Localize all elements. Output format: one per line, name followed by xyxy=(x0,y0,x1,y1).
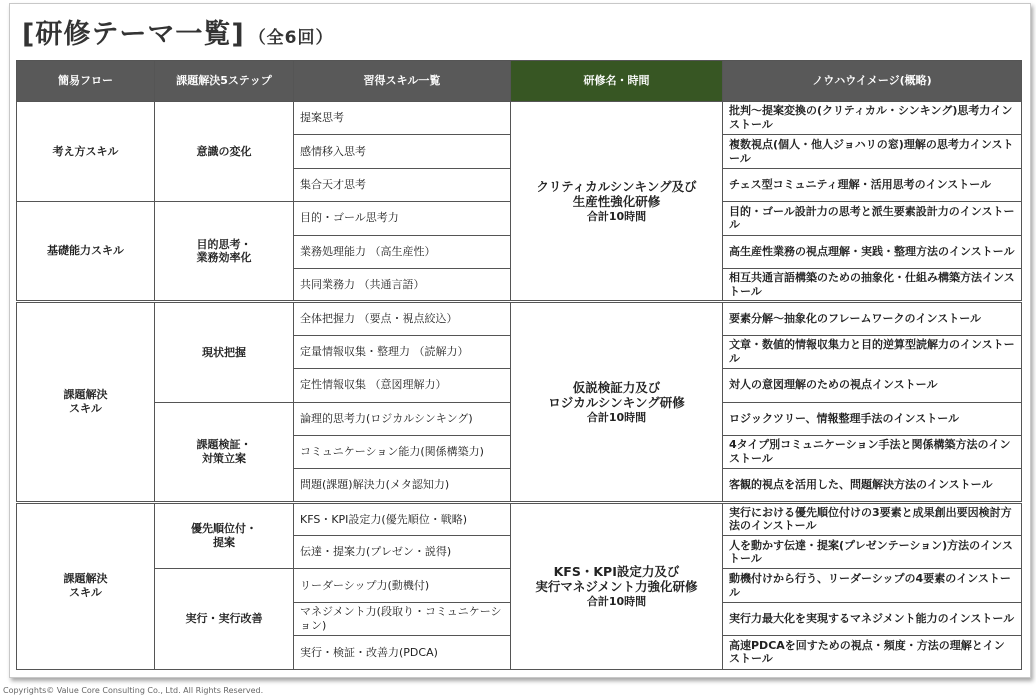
step-cell: 課題検証・ 対策立案 xyxy=(155,402,294,502)
knowhow-cell: 批判～提案変換の(クリティカル・シンキング)思考力インストール xyxy=(723,102,1022,135)
skill-cell: コミュニケーション能力(関係構築力) xyxy=(294,435,511,468)
step-cell: 目的思考・ 業務効率化 xyxy=(155,202,294,302)
step-cell: 現状把握 xyxy=(155,302,294,402)
knowhow-cell: 要素分解～抽象化のフレームワークのインストール xyxy=(723,302,1022,335)
knowhow-cell: 高生産性業務の視点理解・実践・整理方法のインストール xyxy=(723,235,1022,268)
flow-cell: 課題解決 スキル xyxy=(17,302,155,502)
training-hours: 合計10時間 xyxy=(586,209,647,223)
skill-cell: 感情移入思考 xyxy=(294,135,511,168)
knowhow-cell: チェス型コミュニティ理解・活用思考のインストール xyxy=(723,168,1022,201)
skill-cell: 提案思考 xyxy=(294,102,511,135)
training-cell xyxy=(511,502,723,669)
training-name: KFS・KPI設定力及び 実行マネジメント力強化研修 xyxy=(535,563,698,595)
title-sub: （全6回） xyxy=(248,28,334,48)
step-cell: 優先順位付・ 提案 xyxy=(155,502,294,569)
knowhow-cell: 人を動かす伝達・提案(プレゼンテーション)方法のインストール xyxy=(723,536,1022,569)
knowhow-cell: ロジックツリー、情報整理手法のインストール xyxy=(723,402,1022,435)
header-steps: 課題解決5ステップ xyxy=(155,61,294,102)
knowhow-cell: 動機付けから行う、リーダーシップの4要素のインストール xyxy=(723,569,1022,602)
skill-cell: リーダーシップ力(動機付) xyxy=(294,569,511,602)
header-flow: 簡易フロー xyxy=(17,61,155,102)
flow-cell: 考え方スキル xyxy=(17,102,155,202)
skill-cell: 共同業務力 （共通言語） xyxy=(294,268,511,301)
skill-cell: 目的・ゴール思考力 xyxy=(294,202,511,235)
training-name: クリティカルシンキング及び 生産性強化研修 xyxy=(536,178,697,210)
flow-cell: 課題解決 スキル xyxy=(17,502,155,669)
header-skills: 習得スキル一覧 xyxy=(294,61,511,102)
skill-cell: 全体把握力 （要点・視点絞込） xyxy=(294,302,511,335)
table-row xyxy=(17,302,1022,335)
table-header-row xyxy=(17,61,1022,102)
step-cell: 意識の変化 xyxy=(155,102,294,202)
flow-cell: 基礎能力スキル xyxy=(17,202,155,302)
skill-cell: マネジメント力(段取り・コミュニケーション) xyxy=(294,602,511,635)
knowhow-cell: 実行力最大化を実現するマネジメント能力のインストール xyxy=(723,602,1022,635)
training-cell xyxy=(511,302,723,502)
skill-cell: 定量情報収集・整理力 （読解力） xyxy=(294,335,511,368)
copyright-footer: Copyrights© Value Core Consulting Co., Ltd. All Rights Reserved. xyxy=(3,686,264,695)
page-title xyxy=(22,12,334,51)
skill-cell: 伝達・提案力(プレゼン・説得) xyxy=(294,536,511,569)
knowhow-cell: 実行における優先順位付けの3要素と成果創出要因検討方法のインストール xyxy=(723,502,1022,535)
slide xyxy=(9,3,1031,678)
table-row xyxy=(17,502,1022,535)
header-knowhow: ノウハウイメージ(概略) xyxy=(723,61,1022,102)
skill-cell: 業務処理能力 （高生産性） xyxy=(294,235,511,268)
knowhow-cell: 文章・数値的情報収集力と目的逆算型読解力のインストール xyxy=(723,335,1022,368)
skill-cell: 問題(課題)解決力(メタ認知力) xyxy=(294,469,511,502)
knowhow-cell: 複数視点(個人・他人ジョハリの窓)理解の思考力インストール xyxy=(723,135,1022,168)
knowhow-cell: 客観的視点を活用した、問題解決方法のインストール xyxy=(723,469,1022,502)
skill-cell: 論理的思考力(ロジカルシンキング) xyxy=(294,402,511,435)
training-name: 仮説検証力及び ロジカルシンキング研修 xyxy=(548,379,685,411)
knowhow-cell: 4タイプ別コミュニケーション手法と関係構築方法のインストール xyxy=(723,435,1022,468)
knowhow-cell: 高速PDCAを回すための視点・頻度・方法の理解とインストール xyxy=(723,636,1022,669)
step-cell: 実行・実行改善 xyxy=(155,569,294,669)
table-row xyxy=(17,102,1022,135)
training-hours: 合計10時間 xyxy=(586,594,647,608)
title-main: [研修テーマ一覧] xyxy=(22,19,245,50)
training-theme-table xyxy=(16,60,1022,670)
skill-cell: 定性情報収集 （意図理解力） xyxy=(294,369,511,402)
training-hours: 合計10時間 xyxy=(586,410,647,424)
skill-cell: 実行・検証・改善力(PDCA) xyxy=(294,636,511,669)
knowhow-cell: 対人の意図理解のための視点インストール xyxy=(723,369,1022,402)
skill-cell: 集合天才思考 xyxy=(294,168,511,201)
knowhow-cell: 相互共通言語構築のための抽象化・仕組み構築方法インストール xyxy=(723,268,1022,301)
knowhow-cell: 目的・ゴール設計力の思考と派生要素設計力のインストール xyxy=(723,202,1022,235)
skill-cell: KFS・KPI設定力(優先順位・戦略) xyxy=(294,502,511,535)
header-training: 研修名・時間 xyxy=(511,61,723,102)
training-cell xyxy=(511,102,723,302)
